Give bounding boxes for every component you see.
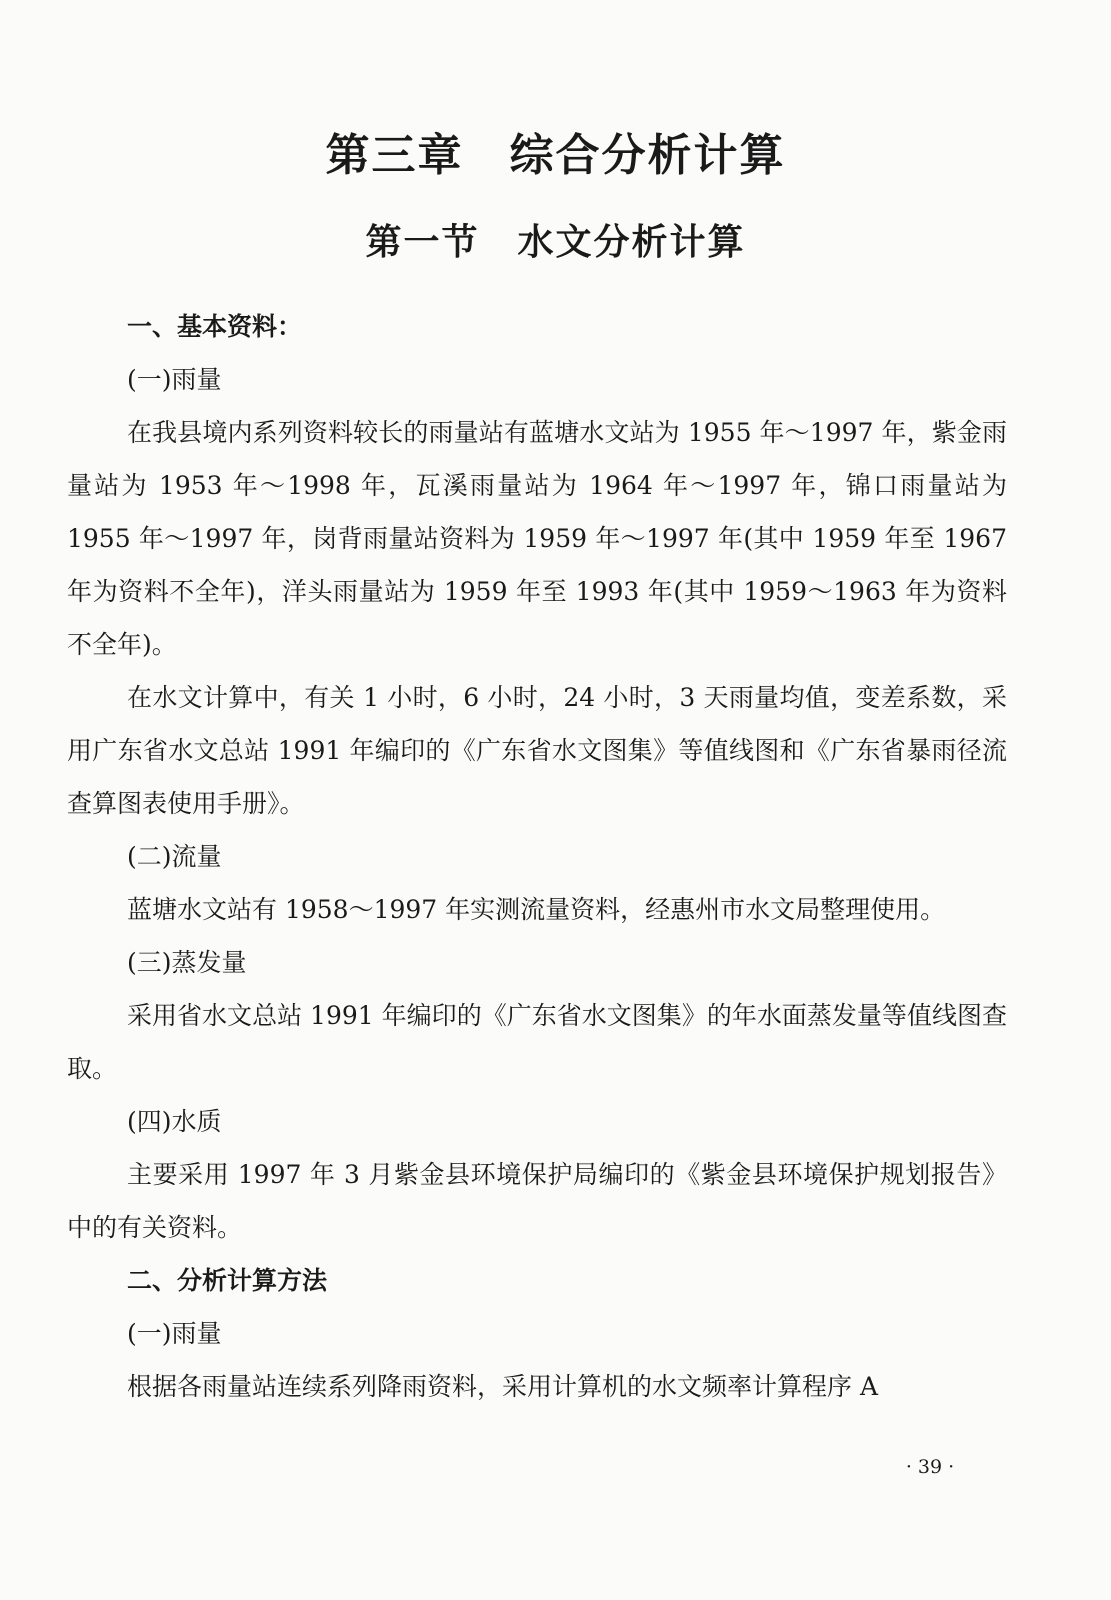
paragraph-water-quality: 主要采用 1997 年 3 月紫金县环境保护局编印的《紫金县环境保护规划报告》中的有关资料。	[67, 1160, 1007, 1242]
paragraph-evaporation: 采用省水文总站 1991 年编印的《广东省水文图集》的年水面蒸发量等值线图查取。	[67, 1001, 1007, 1083]
paragraph-rain-stations: 在我县境内系列资料较长的雨量站有蓝塘水文站为 1955 年～1997 年，紫金雨量站为 1953 年～1998 年，瓦溪雨量站为 1964 年～1997 年，锦口雨量站为 1955 年～1997 年，岗背雨量站资料为 1959 年～1997 年(其中 1959 年至 1967 年为资料不全年)，洋头雨量站为 1959 年至 1993 年(其中 1959～1963 年为资料不全年)。	[67, 418, 1007, 659]
subheading-water-quality: (四)水质	[127, 1107, 222, 1136]
heading-analysis-methods: 二、分析计算方法	[127, 1266, 328, 1295]
chapter-title: 第三章 综合分析计算	[325, 130, 786, 181]
subheading-evaporation: (三)蒸发量	[127, 948, 247, 977]
paragraph-rain-statistics: 在水文计算中，有关 1 小时，6 小时，24 小时，3 天雨量均值，变差系数，采用广东省水文总站 1991 年编印的《广东省水文图集》等值线图和《广东省暴雨径流查算图表使用手册》。	[67, 683, 1007, 818]
paragraph-discharge: 蓝塘水文站有 1958～1997 年实测流量资料，经惠州市水文局整理使用。	[127, 895, 946, 924]
section-title: 第一节 水文分析计算	[365, 222, 746, 263]
heading-basic-data: 一、基本资料：	[127, 312, 303, 341]
subheading-rainfall-method: (一)雨量	[127, 1319, 222, 1348]
body-text	[67, 300, 1007, 1413]
subheading-discharge: (二)流量	[127, 842, 222, 871]
page-number: · 39 ·	[905, 1456, 955, 1478]
paragraph-rainfall-method: 根据各雨量站连续系列降雨资料，采用计算机的水文频率计算程序 A	[127, 1372, 879, 1401]
subheading-rainfall: (一)雨量	[127, 365, 222, 394]
